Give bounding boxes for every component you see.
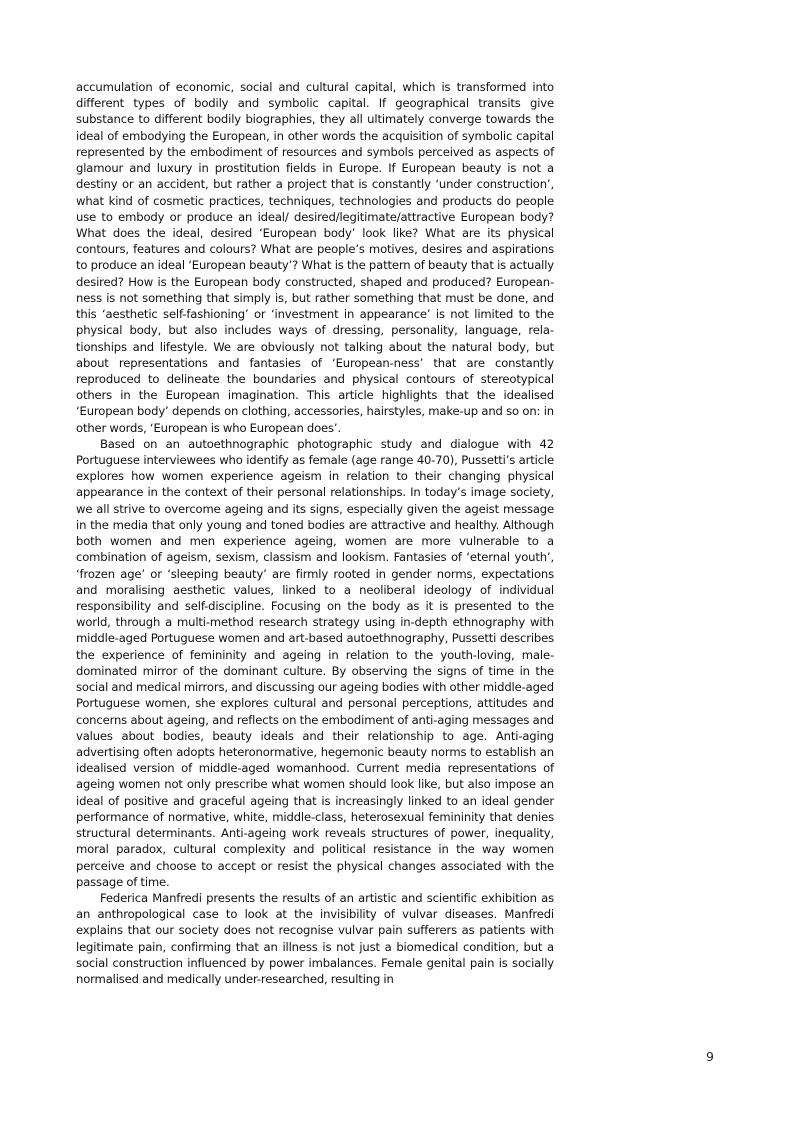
paragraph-pussetti-ageism: Based on an autoethnographic photographic study and dialogue with 42 Portuguese interviewees who identify as female (age range 40-70), Pussetti’s article explores how women experience ageism in relation to their changing physical appearance in the context of their personal relationships. In today’s image society, we all strive to overcome ageing and its signs, especially given the ageist message in the media that only young and toned bodies are attractive and healthy. Although both women and men experience ageing, women are more vulnerable to a combination of ageism, sexism, classism and lookism. Fantasies of ‘eternal youth’, ‘frozen age’ or ‘sleeping beauty’ are firmly rooted in gender norms, expectations and moralising aesthetic values, linked to a neoliberal ideology of individual responsibility and self-discipline. Focusing on the body as it is presented to the world, through a multi-method research strategy using in-depth ethnography with middle-aged Portuguese women and art-based autoethnography, Pussetti describes the experience of femininity and ageing in relation to the youth-loving, male-dominated mirror of the dominant culture. By observing the signs of time in the social and medical mirrors, and discussing our ageing bodies with other middle-aged Portuguese women, she explores cultural and personal perceptions, attitudes and concerns about ageing, and reflects on the embodiment of anti-aging messages and values about bodies, beauty ideals and their relationship to age. Anti-aging advertising often adopts heteronormative, hegemonic beauty norms to establish an idealised version of middle-aged womanhood. Current media representations of ageing women not only prescribe what women should look like, but also impose an ideal of positive and graceful ageing that is increasingly linked to an ideal gender performance of normative, white, middle-class, heterosexual femininity that denies structural determinants. Anti-ageing work reveals structures of power, inequality, moral paradox, cultural complexity and political resistance in the way women perceive and choose to accept or resist the physical changes associated with the passage of time. xyxy=(76,436,554,889)
body-text xyxy=(76,79,554,987)
paragraph-european-beauty: accumulation of economic, social and cultural capital, which is transformed into different types of bodily and symbolic capital. If geographical transits give substance to different bodily biographies, they all ultimately converge towards the ideal of embodying the European, in other words the acquisition of symbolic capital represented by the embodiment of resources and symbols perceived as aspects of glamour and luxury in prostitution fields in Europe. If European beauty is not a destiny or an accident, but rather a project that is constantly ‘under construction’, what kind of cosmetic practices, techniques, technologies and products do people use to embody or produce an ideal/ desired/legitimate/attractive European body? What does the ideal, desired ‘European body’ look like? What are its physical contours, features and colours? What are people’s motives, desires and aspirations to produce an ideal ‘European beauty’? What is the pattern of beauty that is actually desired? How is the European body constructed, shaped and produced? European-ness is not something that simply is, but rather something that must be done, and this ‘aesthetic self-fashioning’ or ‘investment in appearance’ is not limited to the physical body, but also includes ways of dressing, personality, language, relationships and lifestyle. We are obviously not talking about the natural body, but about representations and fantasies of ‘European-ness’ that are constantly reproduced to delineate the boundaries and physical contours of stereotypical others in the European imagination. This article highlights that the idealised ‘European body’ depends on clothing, accessories, hairstyles, make-up and so on: in other words, ‘European is who European does’. xyxy=(76,80,554,435)
paragraph-manfredi-vulvar: Federica Manfredi presents the results of an artistic and scientific exhibition as an anthropological case to look at the invisibility of vulvar diseases. Manfredi explains that our society does not recognise vulvar pain sufferers as patients with legitimate pain, confirming that an illness is not just a biomedical condition, but a social construction influenced by power imbalances. Female genital pain is socially normalised and medically under-researched, resulting in xyxy=(76,890,554,987)
page-number: 9 xyxy=(706,1049,714,1064)
